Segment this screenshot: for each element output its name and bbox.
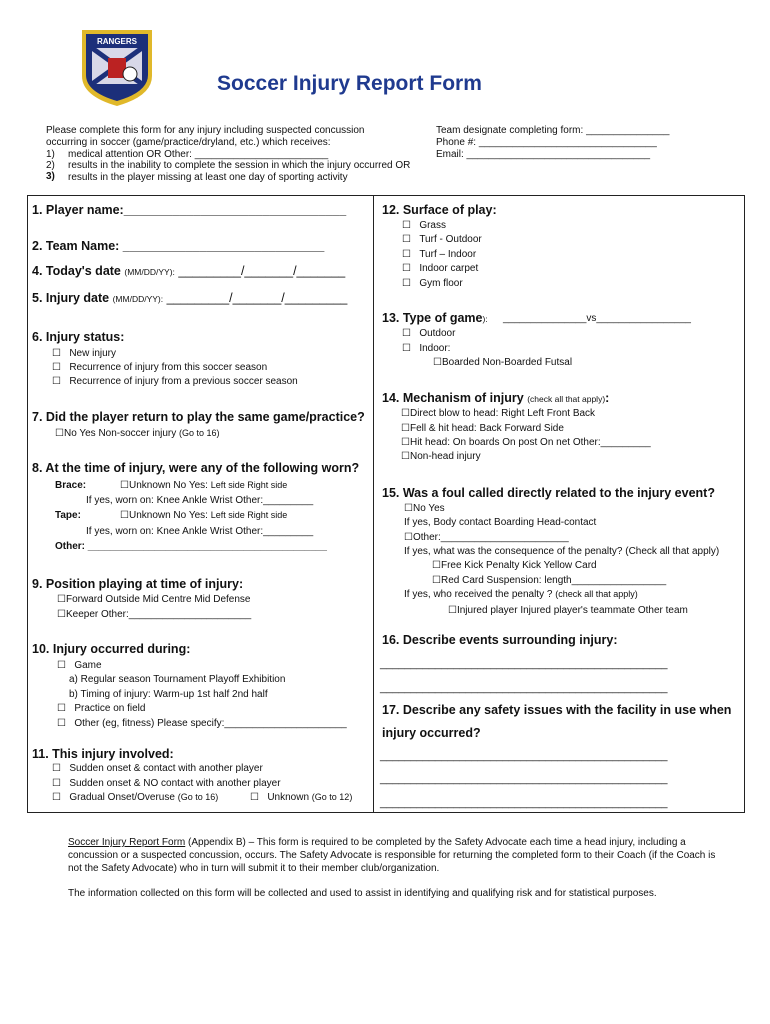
- describe-events-line-1[interactable]: _______________________________________________: [380, 658, 668, 670]
- intro-line-1: Please complete this form for any injury including suspected concussion: [46, 125, 365, 136]
- safety-issues-line-1[interactable]: _______________________________________________: [380, 750, 668, 762]
- injury-date-field[interactable]: _________/_______/_________: [163, 291, 348, 305]
- equipment-worn-heading: 8. At the time of injury, were any of the following worn?: [32, 461, 360, 475]
- checkbox-icon: ☐: [401, 437, 410, 448]
- checkbox-icon: ☐: [402, 263, 411, 274]
- describe-events-heading: 16. Describe events surrounding injury:: [382, 633, 618, 647]
- mechanism-hit-head[interactable]: ☐Hit head: On boards On post On net Other:_________: [401, 437, 651, 448]
- checkbox-icon: ☐: [401, 451, 410, 462]
- tape-worn-on[interactable]: If yes, worn on: Knee Ankle Wrist Other:_________: [86, 526, 314, 537]
- checkbox-icon: ☐: [448, 605, 457, 616]
- game-outdoor[interactable]: ☐ Outdoor: [402, 328, 456, 339]
- phone-field[interactable]: Phone #: ________________________________: [436, 137, 657, 148]
- checkbox-icon: ☐: [57, 660, 66, 671]
- return-to-play-heading: 7. Did the player return to play the same game/practice?: [32, 410, 365, 424]
- injury-status-recur-previous[interactable]: ☐ Recurrence of injury from a previous soccer season: [52, 376, 298, 387]
- position-heading: 9. Position playing at time of injury:: [32, 577, 244, 591]
- player-name-field[interactable]: 1. Player name:________________________________: [32, 203, 347, 217]
- foul-penalty-row2[interactable]: ☐Red Card Suspension: length_________________: [432, 575, 667, 586]
- safety-issues-line-3[interactable]: _______________________________________________: [380, 797, 668, 809]
- mechanism-heading: 14. Mechanism of injury (check all that apply):: [382, 391, 610, 405]
- footer-paragraph-1: Soccer Injury Report Form (Appendix B) – This form is required to be completed by the Safety Advocate each time a head injury, including a concussion or a suspected concussion, occurs. The Safety Advocate is responsible for returning the completed form to their Coach (if the Coach is not the Safety Advocate) who in turn will submit it to their member club/organization.: [68, 837, 716, 874]
- occurred-game-type[interactable]: a) Regular season Tournament Playoff Exhibition: [69, 674, 286, 685]
- foul-penalty-row1[interactable]: ☐Free Kick Penalty Kick Yellow Card: [432, 560, 597, 571]
- foul-who-options[interactable]: ☐Injured player Injured player's teammate Other team: [448, 605, 688, 616]
- checkbox-icon: ☐: [401, 423, 410, 434]
- tape-label: Tape:: [55, 510, 81, 521]
- checkbox-icon: ☐: [433, 357, 442, 368]
- checkbox-icon: ☐: [402, 234, 411, 245]
- safety-issues-heading-2: injury occurred?: [382, 726, 481, 740]
- todays-date-field[interactable]: _________/_______/_______: [174, 264, 346, 278]
- injury-involved-heading: 11. This injury involved:: [32, 747, 174, 761]
- checkbox-icon: ☐: [401, 408, 410, 419]
- foul-consequence-label: If yes, what was the consequence of the penalty? (Check all that apply): [404, 546, 720, 557]
- safety-issues-line-2[interactable]: _______________________________________________: [380, 773, 668, 785]
- brace-options[interactable]: ☐Unknown No Yes: Left side Right side: [120, 480, 288, 491]
- checkbox-icon: ☐: [402, 328, 411, 339]
- checkbox-icon: ☐: [404, 532, 413, 543]
- mechanism-non-head[interactable]: ☐Non-head injury: [401, 451, 481, 462]
- checkbox-icon: ☐: [57, 609, 66, 620]
- surface-indoor-carpet[interactable]: ☐ Indoor carpet: [402, 263, 479, 274]
- rangers-crest-icon: [78, 26, 156, 108]
- intro-line-2: occurring in soccer (game/practice/dryland, etc.) which receives:: [46, 137, 331, 148]
- mechanism-fell[interactable]: ☐Fell & hit head: Back Forward Side: [401, 423, 564, 434]
- checkbox-icon: ☐: [120, 480, 129, 491]
- occurred-practice[interactable]: ☐ Practice on field: [57, 703, 146, 714]
- involved-contact[interactable]: ☐ Sudden onset & contact with another player: [52, 763, 263, 774]
- occurred-timing[interactable]: b) Timing of injury: Warm-up 1st half 2nd half: [69, 689, 268, 700]
- checkbox-icon: ☐: [402, 343, 411, 354]
- checkbox-icon: ☐: [55, 428, 64, 439]
- checkbox-icon: ☐: [57, 718, 66, 729]
- foul-who-label: If yes, who received the penalty ? (check all that apply): [404, 589, 638, 600]
- column-divider: [373, 195, 374, 812]
- checkbox-icon: ☐: [57, 594, 66, 605]
- surface-turf-indoor[interactable]: ☐ Turf – Indoor: [402, 249, 477, 260]
- todays-date-label: 4. Today's date (MM/DD/YY): _________/_______/_______: [32, 264, 346, 278]
- game-vs-field[interactable]: _______________vs_________________: [503, 313, 691, 324]
- foul-heading: 15. Was a foul called directly related to the injury event?: [382, 486, 715, 500]
- mechanism-direct-blow[interactable]: ☐Direct blow to head: Right Left Front Back: [401, 408, 596, 419]
- checkbox-icon: ☐: [120, 510, 129, 521]
- intro-num-3: 3): [46, 171, 55, 182]
- checkbox-icon: ☐: [250, 792, 259, 803]
- intro-line-4: results in the inability to complete the session in which the injury occurred OR: [68, 160, 411, 171]
- checkbox-icon: ☐: [404, 503, 413, 514]
- team-name-field[interactable]: 2. Team Name: _____________________________: [32, 239, 325, 253]
- injury-status-new[interactable]: ☐ New injury: [52, 348, 116, 359]
- injury-status-recur-season[interactable]: ☐ Recurrence of injury from this soccer season: [52, 362, 268, 373]
- intro-line-5: results in the player missing at least one day of sporting activity: [68, 172, 348, 183]
- foul-yes-no[interactable]: ☐No Yes: [404, 503, 445, 514]
- position-options-row2[interactable]: ☐Keeper Other:______________________: [57, 609, 252, 620]
- page-title: Soccer Injury Report Form: [217, 72, 482, 95]
- involved-gradual[interactable]: ☐ Gradual Onset/Overuse (Go to 16): [52, 792, 219, 803]
- form-link[interactable]: Soccer Injury Report Form: [68, 837, 186, 848]
- surface-grass[interactable]: ☐ Grass: [402, 220, 446, 231]
- checkbox-icon: ☐: [402, 220, 411, 231]
- occurred-during-heading: 10. Injury occurred during:: [32, 642, 191, 656]
- position-options-row1[interactable]: ☐Forward Outside Mid Centre Mid Defense: [57, 594, 251, 605]
- game-type-heading: 13. Type of game):: [382, 311, 488, 325]
- checkbox-icon: ☐: [52, 778, 61, 789]
- checkbox-icon[interactable]: ☐: [52, 376, 61, 387]
- logo-text: RANGERS: [96, 37, 138, 46]
- checkbox-icon: ☐: [432, 575, 441, 586]
- involved-unknown[interactable]: ☐ Unknown (Go to 12): [250, 792, 353, 803]
- footer-paragraph-2: The information collected on this form will be collected and used to assist in identifying and qualifying risk and for statistical purposes.: [68, 888, 657, 899]
- intro-num-2: 2): [46, 160, 55, 171]
- foul-other-field[interactable]: ☐Other:_______________________: [404, 532, 569, 543]
- injury-status-heading: 6. Injury status:: [32, 330, 125, 344]
- surface-heading: 12. Surface of play:: [382, 203, 497, 217]
- email-field[interactable]: Email: _________________________________: [436, 149, 651, 160]
- brace-label: Brace:: [55, 480, 87, 491]
- game-indoor[interactable]: ☐ Indoor:: [402, 343, 451, 354]
- injury-date-label: 5. Injury date (MM/DD/YY): _________/_______/_________: [32, 291, 348, 305]
- return-to-play-options[interactable]: ☐No Yes Non-soccer injury (Go to 16): [55, 428, 220, 439]
- occurred-game[interactable]: ☐ Game: [57, 660, 102, 671]
- surface-turf-outdoor[interactable]: ☐ Turf - Outdoor: [402, 234, 482, 245]
- surface-gym-floor[interactable]: ☐ Gym floor: [402, 278, 463, 289]
- checkbox-icon: ☐: [402, 278, 411, 289]
- intro-num-1: 1): [46, 149, 55, 160]
- equipment-other-field[interactable]: Other: ___________________________________________: [55, 541, 327, 552]
- checkbox-icon[interactable]: ☐: [52, 348, 61, 359]
- checkbox-icon: ☐: [432, 560, 441, 571]
- describe-events-line-2[interactable]: _______________________________________________: [380, 682, 668, 694]
- game-indoor-types[interactable]: ☐Boarded Non-Boarded Futsal: [433, 357, 573, 368]
- foul-contact-type[interactable]: If yes, Body contact Boarding Head-contact: [404, 517, 597, 528]
- checkbox-icon: ☐: [52, 763, 61, 774]
- checkbox-icon: ☐: [52, 792, 61, 803]
- checkbox-icon: ☐: [402, 249, 411, 260]
- involved-no-contact[interactable]: ☐ Sudden onset & NO contact with another player: [52, 778, 281, 789]
- checkbox-icon[interactable]: ☐: [52, 362, 61, 373]
- occurred-other[interactable]: ☐ Other (eg, fitness) Please specify:______________________: [57, 718, 347, 729]
- brace-worn-on[interactable]: If yes, worn on: Knee Ankle Wrist Other:_________: [86, 495, 314, 506]
- intro-line-3: medical attention OR Other: ________________________: [68, 149, 329, 160]
- tape-options[interactable]: ☐Unknown No Yes: Left side Right side: [120, 510, 288, 521]
- designate-field[interactable]: Team designate completing form: _______________: [436, 125, 670, 136]
- checkbox-icon: ☐: [57, 703, 66, 714]
- safety-issues-heading: 17. Describe any safety issues with the facility in use when: [382, 703, 732, 717]
